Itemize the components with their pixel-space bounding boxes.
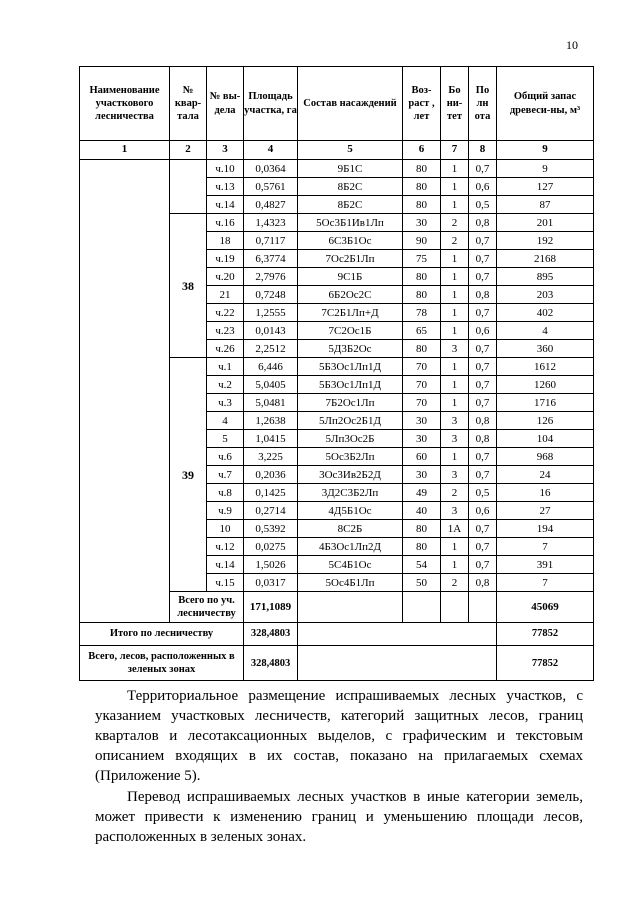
table-body [80,160,594,681]
subtotal-label: Всего по уч. лесничеству [170,592,244,623]
table-cell: 27 [497,502,594,520]
table-cell: 30 [403,466,441,484]
table-cell: 0,7 [469,340,497,358]
table-cell: 104 [497,430,594,448]
table-cell: 21 [207,286,244,304]
empty-cell [298,623,497,646]
table-cell: 0,5392 [244,520,298,538]
table-cell: 126 [497,412,594,430]
column-header: Воз-раст , лет [403,67,441,141]
table-cell: 5Ос3Б1Ив1Лп [298,214,403,232]
table-cell: 80 [403,538,441,556]
table-cell: 1 [441,448,469,466]
table-cell: 7Ос2Б1Лп [298,250,403,268]
table-cell: ч.26 [207,340,244,358]
table-cell: 1716 [497,394,594,412]
table-cell: 5Д3Б2Ос [298,340,403,358]
table-cell: 3 [441,412,469,430]
column-header: № вы-дела [207,67,244,141]
total-row [80,623,594,646]
table-cell: 0,5761 [244,178,298,196]
table-cell: 24 [497,466,594,484]
table-cell: 6С3Б1Ос [298,232,403,250]
table-cell: ч.15 [207,574,244,592]
table-cell: 0,2036 [244,466,298,484]
table-cell: 65 [403,322,441,340]
table-cell: 80 [403,196,441,214]
table-cell: 50 [403,574,441,592]
table-cell: 5Лп2Ос2Б1Д [298,412,403,430]
paragraph-placement: Территориальное размещение испрашиваемых лесных участков, с указанием участковых лесничеств, категорий защитных лесов, границ кварталов и лесотаксационных выделов, с графическим и текстовым описанием входящих в их состав, показано на прилагаемых схемах (Приложение 5). [95,688,583,784]
table-cell: 391 [497,556,594,574]
total-row-label: Итого по лесничеству [80,623,244,646]
table-cell: 0,7 [469,538,497,556]
table-cell: ч.10 [207,160,244,178]
table-cell: 0,7 [469,394,497,412]
table-cell: 0,7 [469,358,497,376]
column-number: 2 [170,141,207,160]
table-cell: 80 [403,520,441,538]
table-cell: 16 [497,484,594,502]
forest-plots-table [79,66,594,681]
table-cell: 1612 [497,358,594,376]
table-cell: 0,5 [469,484,497,502]
table-cell: 5Б3Ос1Лп1Д [298,376,403,394]
table-cell: 8С2Б [298,520,403,538]
table-cell: 0,2714 [244,502,298,520]
table-cell: 2168 [497,250,594,268]
table-cell: 7Б2Ос1Лп [298,394,403,412]
table-cell: 0,7 [469,448,497,466]
column-number: 8 [469,141,497,160]
table-cell: 60 [403,448,441,466]
column-number-row [80,141,594,160]
table-cell: 201 [497,214,594,232]
table-cell: 80 [403,286,441,304]
table-cell: 2 [441,484,469,502]
kvartal-cell: 39 [170,358,207,592]
table-cell: 80 [403,340,441,358]
table-cell: 5Б3Ос1Лп1Д [298,358,403,376]
table-cell: 4Д5Б1Ос [298,502,403,520]
table-cell: ч.6 [207,448,244,466]
table-cell: 78 [403,304,441,322]
table-cell: 1 [441,556,469,574]
table-cell: 7 [497,538,594,556]
table-cell: 1 [441,538,469,556]
table-cell: 0,0275 [244,538,298,556]
table-cell: 3,225 [244,448,298,466]
table-cell: 0,0143 [244,322,298,340]
table-cell: 80 [403,178,441,196]
table-cell: 3 [441,430,469,448]
table-cell: 895 [497,268,594,286]
table-cell: 0,7 [469,160,497,178]
table-cell: 3Ос3Ив2Б2Д [298,466,403,484]
table-cell: 5,0481 [244,394,298,412]
table-cell: 192 [497,232,594,250]
table-cell: 1,4323 [244,214,298,232]
table-cell: 1 [441,286,469,304]
table-cell: 0,7 [469,250,497,268]
table-cell: 40 [403,502,441,520]
table-cell: 0,8 [469,574,497,592]
table-cell: 1 [441,322,469,340]
page-number: 10 [566,38,578,52]
table-cell: 10 [207,520,244,538]
column-header: Площадь участка, га [244,67,298,141]
total-row-area: 328,4803 [244,623,298,646]
total-green-row [80,646,594,681]
table-cell: ч.22 [207,304,244,322]
table-cell: 0,6 [469,322,497,340]
table-cell: 7С2Б1Лп+Д [298,304,403,322]
total-row-volume: 77852 [497,623,594,646]
column-header: Наименование участкового лесничества [80,67,170,141]
table-cell: 0,6 [469,178,497,196]
table-cell: 6,3774 [244,250,298,268]
table-cell: 1 [441,196,469,214]
empty-cell [403,592,441,623]
table-cell: 30 [403,214,441,232]
table-cell: 0,8 [469,412,497,430]
table-cell: 968 [497,448,594,466]
table-cell: 0,4827 [244,196,298,214]
table-cell: ч.1 [207,358,244,376]
table-cell: 0,7 [469,268,497,286]
table-cell: 0,7248 [244,286,298,304]
table-cell: 0,7 [469,232,497,250]
table-cell: ч.9 [207,502,244,520]
table-cell: 2,2512 [244,340,298,358]
table-cell: 0,1425 [244,484,298,502]
table-cell: 2 [441,232,469,250]
lesnichestvo-cell [80,160,170,623]
table-cell: 54 [403,556,441,574]
table-cell: 8Б2С [298,196,403,214]
table-cell: 5С4Б1Ос [298,556,403,574]
table-cell: 1 [441,268,469,286]
table-row [80,160,594,178]
table-cell: 0,8 [469,286,497,304]
table-cell: ч.2 [207,376,244,394]
table-cell: 9С1Б [298,268,403,286]
table-cell: 1А [441,520,469,538]
total-green-row-label: Всего, лесов, расположенных в зеленых зонах [80,646,244,681]
table-cell: 1 [441,376,469,394]
column-number: 4 [244,141,298,160]
subtotal-area: 171,1089 [244,592,298,623]
kvartal-cell: 38 [170,214,207,358]
table-cell: 3 [441,340,469,358]
table-cell: 9Б1С [298,160,403,178]
column-header: По лн ота [469,67,497,141]
table-cell: ч.8 [207,484,244,502]
table-cell: 1260 [497,376,594,394]
table-cell: 194 [497,520,594,538]
table-cell: 0,7 [469,520,497,538]
table-cell: 5Ос4Б1Лп [298,574,403,592]
table-cell: 0,5 [469,196,497,214]
table-cell: ч.20 [207,268,244,286]
table-cell: 5,0405 [244,376,298,394]
table-cell: 2 [441,214,469,232]
table-cell: ч.16 [207,214,244,232]
table-cell: 1 [441,358,469,376]
table-cell: 2,7976 [244,268,298,286]
table-cell: 1,0415 [244,430,298,448]
table-cell: 80 [403,160,441,178]
table-cell: 90 [403,232,441,250]
table-cell: 6,446 [244,358,298,376]
table-cell: 5Лп3Ос2Б [298,430,403,448]
table-cell: 1 [441,250,469,268]
table-cell: 0,0364 [244,160,298,178]
table-cell: 6Б2Ос2С [298,286,403,304]
table-cell: ч.7 [207,466,244,484]
table-cell: ч.3 [207,394,244,412]
table-cell: 70 [403,376,441,394]
column-header: № квар-тала [170,67,207,141]
table-cell: 3 [441,502,469,520]
table-cell: 1 [441,160,469,178]
table-cell: 0,7 [469,466,497,484]
table-cell: ч.13 [207,178,244,196]
table-cell: 2 [441,574,469,592]
table-cell: 0,7 [469,376,497,394]
table-cell: 18 [207,232,244,250]
table-cell: 30 [403,412,441,430]
total-green-row-volume: 77852 [497,646,594,681]
table-cell: 1 [441,304,469,322]
table-cell: 4Б3Ос1Лп2Д [298,538,403,556]
table-cell: 0,0317 [244,574,298,592]
table-cell: ч.14 [207,196,244,214]
table-cell: ч.19 [207,250,244,268]
table-cell: 5Ос3Б2Лп [298,448,403,466]
table-cell: 1 [441,178,469,196]
table-cell: 70 [403,394,441,412]
table-cell: ч.23 [207,322,244,340]
table-cell: 7С2Ос1Б [298,322,403,340]
column-header: Общий запас древеси-ны, м³ [497,67,594,141]
table-cell: 4 [207,412,244,430]
column-number: 5 [298,141,403,160]
table-cell: 87 [497,196,594,214]
subtotal-volume: 45069 [497,592,594,623]
table-cell: 0,7 [469,304,497,322]
table-cell: 3 [441,466,469,484]
empty-cell [441,592,469,623]
column-number: 6 [403,141,441,160]
table-cell: 80 [403,268,441,286]
table-cell: 7 [497,574,594,592]
table-cell: ч.12 [207,538,244,556]
table-cell: 30 [403,430,441,448]
table-cell: 360 [497,340,594,358]
table-cell: 4 [497,322,594,340]
table-header-row [80,67,594,141]
table-cell: 1,5026 [244,556,298,574]
table-cell: ч.14 [207,556,244,574]
table-cell: 1,2638 [244,412,298,430]
table-cell: 1 [441,394,469,412]
total-green-row-area: 328,4803 [244,646,298,681]
table-cell: 0,8 [469,214,497,232]
table-cell: 8Б2С [298,178,403,196]
column-number: 7 [441,141,469,160]
table-cell: 203 [497,286,594,304]
table-cell: 49 [403,484,441,502]
table-cell: 0,6 [469,502,497,520]
table-cell: 0,8 [469,430,497,448]
table-cell: 127 [497,178,594,196]
table-cell: 0,7117 [244,232,298,250]
table-cell: 402 [497,304,594,322]
empty-cell [298,646,497,681]
column-header: Состав насаждений [298,67,403,141]
paragraph-conversion: Перевод испрашиваемых лесных участков в иные категории земель, может привести к изменению границ и уменьшению площади лесов, расположенных в зеленых зонах. [95,789,583,845]
table-cell: 3Д2С3Б2Лп [298,484,403,502]
table-cell: 75 [403,250,441,268]
table-cell: 1,2555 [244,304,298,322]
table-cell: 5 [207,430,244,448]
column-number: 9 [497,141,594,160]
kvartal-cell [170,160,207,214]
column-header: Бо ни-тет [441,67,469,141]
table-cell: 0,7 [469,556,497,574]
table-cell: 70 [403,358,441,376]
column-number: 1 [80,141,170,160]
column-number: 3 [207,141,244,160]
empty-cell [469,592,497,623]
table-cell: 9 [497,160,594,178]
empty-cell [298,592,403,623]
